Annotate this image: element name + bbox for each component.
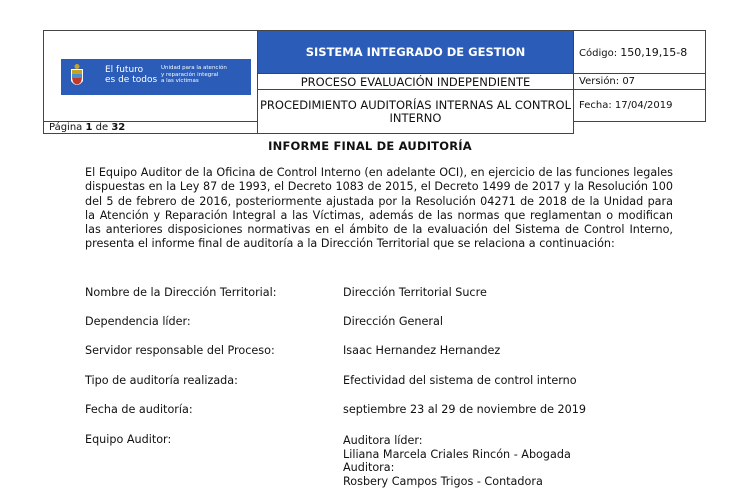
field-label-audit-team: Equipo Auditor: [85, 433, 172, 446]
field-value-audit-type: Efectividad del sistema de control interno [343, 374, 577, 387]
field-value-audit-date: septiembre 23 al 29 de noviembre de 2019 [343, 403, 586, 416]
auditor-name: Rosbery Campos Trigos - Contadora [343, 474, 543, 488]
page-number: Página 1 de 32 [44, 122, 258, 134]
document-date: Fecha: 17/04/2019 [574, 90, 706, 122]
field-label-territorial: Nombre de la Dirección Territorial: [85, 286, 277, 299]
document-code: Código: 150,19,15-8 [574, 31, 706, 74]
document-header [43, 30, 706, 134]
intro-paragraph: El Equipo Auditor de la Oficina de Control Interno (en adelante OCI), en ejercicio de las funciones legales dispuestas en la Ley 87 de 1993, el Decreto 1083 de 2015, el Decreto 1499 de 2017 y la Resolución 100 del 5 de febrero de 2016, posteriormente ajustada por la Resolución 04271 de 2018 de la Unidad para la Atención y Reparación Integral a las Víctimas, además de las normas que reglamentan o modifican las anteriores disposiciones normativas en el ámbito de la evaluación del Sistema de Control Interno, presenta el informe final de auditoría a la Dirección Territorial que se relaciona a continuación: [85, 166, 673, 251]
report-title: INFORME FINAL DE AUDITORÍA [268, 139, 472, 153]
procedure-name: PROCEDIMIENTO AUDITORÍAS INTERNAS AL CONTROL INTERNO [258, 90, 574, 134]
document-version: Versión: 07 [574, 74, 706, 90]
auditor-role: Auditora: [343, 461, 395, 474]
system-title: SISTEMA INTEGRADO DE GESTION [258, 31, 574, 74]
process-name: PROCESO EVALUACIÓN INDEPENDIENTE [258, 74, 574, 90]
brand-tagline: Unidad para la atención y reparación integral a las víctimas [161, 65, 227, 84]
field-label-audit-date: Fecha de auditoría: [85, 403, 193, 416]
coat-of-arms-icon [67, 63, 87, 91]
field-value-responsible: Isaac Hernandez Hernandez [343, 344, 501, 357]
field-label-responsible: Servidor responsable del Proceso: [85, 344, 275, 357]
entity-logo [61, 59, 251, 95]
field-label-lead-dependency: Dependencia líder: [85, 315, 191, 328]
logo-cell [44, 31, 258, 122]
field-value-lead-dependency: Dirección General [343, 315, 443, 328]
brand-text: El futuro es de todos [105, 65, 158, 85]
lead-auditor-role: Auditora líder: [343, 434, 423, 447]
audit-team-list [343, 434, 571, 488]
field-value-territorial: Dirección Territorial Sucre [343, 286, 487, 299]
lead-auditor-name: Liliana Marcela Criales Rincón - Abogada [343, 447, 571, 461]
field-label-audit-type: Tipo de auditoría realizada: [85, 374, 238, 387]
